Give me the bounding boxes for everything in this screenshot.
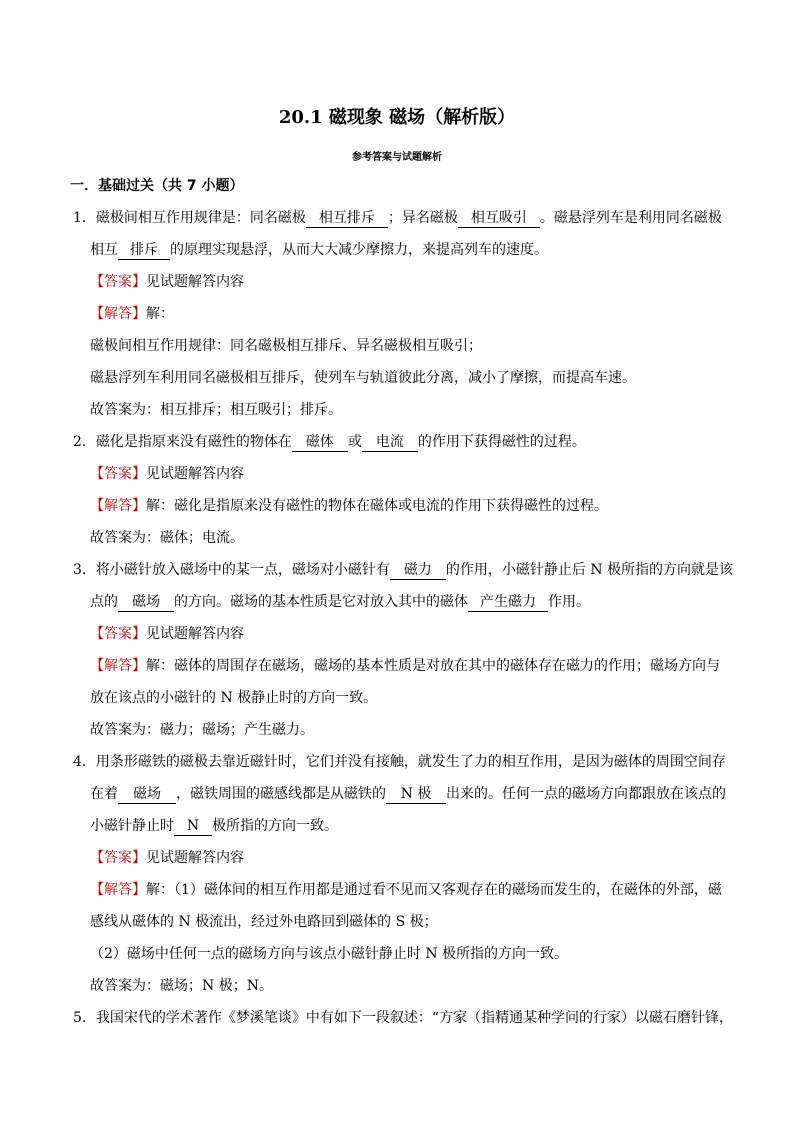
q4-final-answer: 故答案为：磁场；N 极；N。 [90,978,273,994]
q4-blank-1: 磁场 [118,786,176,804]
q1-final-answer: 故答案为：相互排斥；相互吸引；排斥。 [90,402,342,418]
q2-line-1: 2．磁化是指原来没有磁性的物体在 磁体 或 电流 的作用下获得磁性的过程。 [73,434,586,450]
q1-analysis: 【解答】解： [90,306,174,322]
q4-analysis: 【解答】解：（1）磁体间的相互作用都是通过看不见而又客观存在的磁场而发生的，在磁体的外部，磁 [90,882,722,898]
q1-line-2: 相互 排斥 的原理实现悬浮，从而大大减少摩擦力，来提高列车的速度。 [90,242,548,258]
q2-blank-2: 电流 [362,434,418,452]
analysis-label: 【解答】 [90,306,146,322]
q2-analysis: 【解答】解：磁化是指原来没有磁性的物体在磁体或电流的作用下获得磁性的过程。 [90,498,608,514]
q4-line-1: 4．用条形磁铁的磁极去靠近磁针时，它们并没有接触，就发生了力的相互作用，是因为磁体的周围空间存 [73,754,726,770]
q3-blank-1: 磁力 [390,562,446,580]
q2-final-answer: 故答案为：磁体；电流。 [90,530,244,546]
q3-answer: 【答案】见试题解答内容 [90,626,244,642]
page-subtitle: 参考答案与试题解析 [352,152,442,163]
analysis-label: 【解答】 [90,882,146,898]
q4-blank-3: N [174,818,212,836]
answer-label: 【答案】 [90,466,146,482]
q1-answer: 【答案】见试题解答内容 [90,274,244,290]
q1-analysis-line-1: 磁极间相互作用规律：同名磁极相互排斥、异名磁极相互吸引； [90,338,482,354]
answer-label: 【答案】 [90,274,146,290]
q2-answer: 【答案】见试题解答内容 [90,466,244,482]
q3-final-answer: 故答案为：磁力；磁场；产生磁力。 [90,722,314,738]
q4-analysis-line-3: （2）磁场中任何一点的磁场方向与该点小磁针静止时 N 极所指的方向一致。 [90,946,569,962]
q3-analysis-line-2: 放在该点的小磁针的 N 极静止时的方向一致。 [90,690,378,706]
q1-analysis-line-2: 磁悬浮列车利用同名磁极相互排斥，使列车与轨道彼此分离，减小了摩擦，而提高车速。 [90,370,636,386]
q5-line-1: 5．我国宋代的学术著作《梦溪笔谈》中有如下一段叙述：“方家（指精通某种学问的行家）以磁石磨针锋， [73,1010,734,1026]
analysis-label: 【解答】 [90,498,146,514]
q3-line-2: 点的 磁场 的方向。磁场的基本性质是它对放入其中的磁体 产生磁力 作用。 [90,594,590,610]
section-heading: 一．基础过关（共 7 小题） [70,178,244,194]
answer-label: 【答案】 [90,626,146,642]
answer-label: 【答案】 [90,850,146,866]
q3-analysis: 【解答】解：磁体的周围存在磁场，磁场的基本性质是对放在其中的磁体存在磁力的作用；磁场方向与 [90,658,720,674]
q4-line-3: 小磁针静止时 N 极所指的方向一致。 [90,818,338,834]
q4-answer: 【答案】见试题解答内容 [90,850,244,866]
page-title: 20.1 磁现象 磁场（解析版） [278,107,516,128]
q1-line-1: 1．磁极间相互作用规律是：同名磁极 相互排斥 ；异名磁极 相互吸引 。磁悬浮列车是利用同名磁极 [73,210,722,226]
q3-blank-2: 磁场 [118,594,174,612]
q1-blank-2: 相互吸引 [458,210,540,228]
q3-blank-3: 产生磁力 [468,594,548,612]
q4-blank-2: N 极 [386,786,446,804]
q2-blank-1: 磁体 [292,434,348,452]
analysis-label: 【解答】 [90,658,146,674]
q1-blank-1: 相互排斥 [306,210,388,228]
q4-line-2: 在着 磁场 ，磁铁周围的磁感线都是从磁铁的 N 极 出来的。任何一点的磁场方向都跟放在该点的 [90,786,726,802]
q3-line-1: 3．将小磁针放入磁场中的某一点，磁场对小磁针有 磁力 的作用，小磁针静止后 N 极所指的方向就是该 [73,562,734,578]
q4-analysis-line-2: 感线从磁体的 N 极流出，经过外电路回到磁体的 S 极； [90,914,438,930]
q1-blank-3: 排斥 [118,242,170,260]
